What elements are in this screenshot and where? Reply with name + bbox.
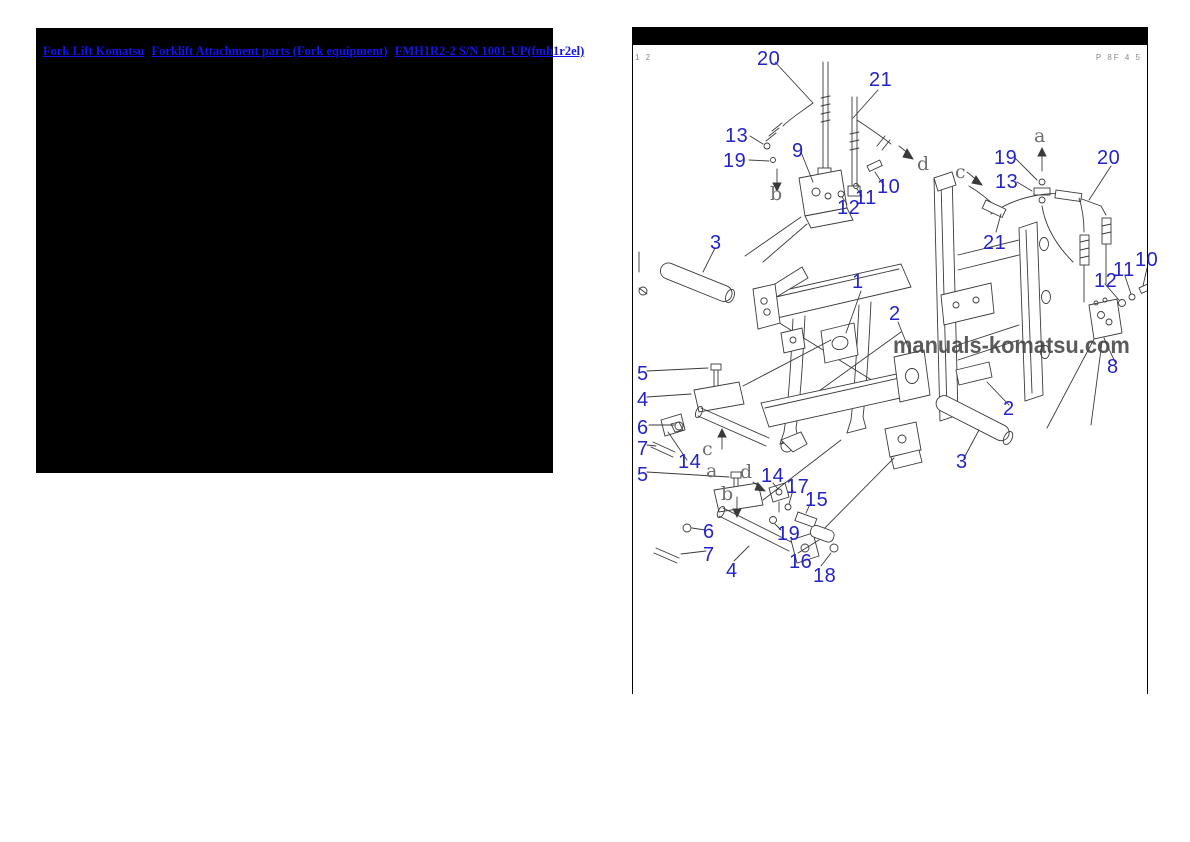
callout-5: 5 [637, 464, 649, 486]
diagram-header-bar [632, 27, 1148, 45]
callout-8: 8 [1107, 356, 1119, 378]
linkage-lower [647, 440, 841, 566]
left-black-panel [36, 28, 585, 473]
detail-letter-d: d [740, 461, 753, 483]
callout-20: 20 [757, 48, 781, 70]
hose-run-right [967, 148, 1147, 428]
pin-rod-3-bottom [933, 393, 1014, 458]
callout-12: 12 [837, 197, 861, 219]
callout-7: 7 [637, 438, 649, 460]
page-code-left: 1 2 [635, 53, 653, 62]
page-code-right: P 8F 4 5 [1095, 53, 1142, 62]
fork-carriage [753, 264, 930, 546]
breadcrumb-links [43, 44, 588, 59]
callout-18: 18 [813, 565, 837, 587]
callout-6: 6 [703, 521, 715, 543]
callout-1: 1 [852, 271, 864, 293]
callout-14: 14 [761, 465, 785, 487]
callout-10: 10 [1135, 249, 1159, 271]
detail-letter-a: a [706, 460, 718, 482]
detail-letter-c: c [955, 161, 966, 183]
callout-12: 12 [1094, 270, 1118, 292]
callout-2: 2 [889, 303, 901, 325]
callout-10: 10 [877, 176, 901, 198]
callout-21: 21 [983, 232, 1007, 254]
diagram-body [632, 45, 1148, 694]
parts-diagram-panel [632, 27, 1148, 694]
detail-letter-a: a [1034, 125, 1046, 147]
parts-catalog-link-2[interactable]: Forklift Attachment parts (Fork equipment) [151, 44, 388, 58]
callout-9: 9 [792, 140, 804, 162]
callout-15: 15 [805, 489, 829, 511]
detail-letter-d: d [917, 153, 930, 175]
parts-catalog-link-3[interactable]: FMH1R2-2 S/N 1001-UP(fmh1r2el) [394, 44, 585, 58]
watermark-text: manuals-komatsu.com [893, 332, 1130, 358]
parts-catalog-link-1[interactable]: Fork Lift Komatsu [43, 44, 145, 58]
callout-21: 21 [869, 69, 893, 91]
callout-3: 3 [956, 451, 968, 473]
detail-letter-b: b [721, 483, 734, 505]
callout-5: 5 [637, 363, 649, 385]
callout-20: 20 [1097, 147, 1121, 169]
top-valve-assembly [745, 62, 913, 262]
callout-7: 7 [703, 544, 715, 566]
callout-4: 4 [726, 560, 738, 582]
callout-19: 19 [777, 523, 801, 545]
detail-letter-c: c [702, 438, 713, 460]
detail-letter-b: b [770, 183, 783, 205]
callout-13: 13 [725, 125, 749, 147]
callout-2: 2 [1003, 398, 1015, 420]
callout-11: 11 [1113, 259, 1135, 281]
callout-17: 17 [786, 476, 810, 498]
callout-6: 6 [637, 417, 649, 439]
callout-14: 14 [678, 451, 702, 473]
callout-19: 19 [723, 150, 747, 172]
exploded-view-line-art [633, 45, 1147, 694]
callout-13: 13 [995, 171, 1019, 193]
callout-19: 19 [994, 147, 1018, 169]
callout-4: 4 [637, 389, 649, 411]
callout-3: 3 [710, 232, 722, 254]
callout-11: 11 [855, 187, 877, 209]
callout-16: 16 [789, 551, 813, 573]
pin-rod-3-top [658, 248, 736, 304]
